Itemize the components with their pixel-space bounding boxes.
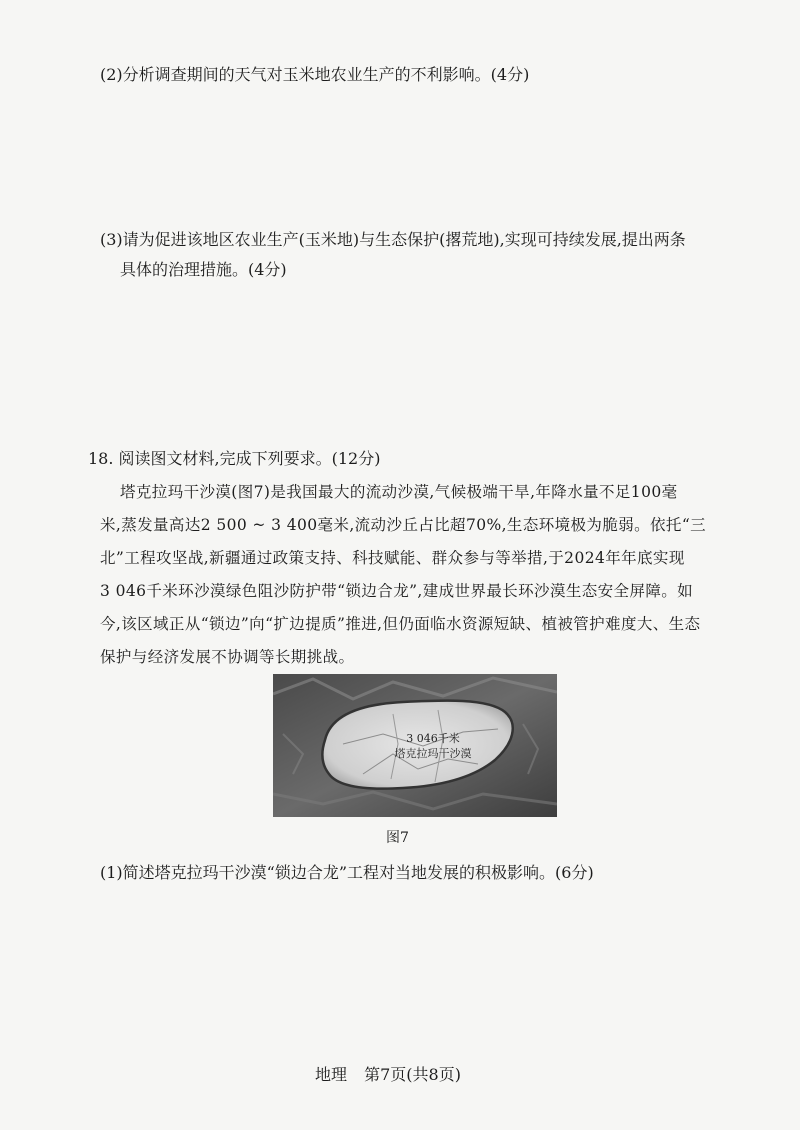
passage-line-6: 保护与经济发展不协调等长期挑战。 <box>100 648 355 666</box>
question-18-title: 18. 阅读图文材料,完成下列要求。(12分) <box>88 449 381 468</box>
figure-caption: 图7 <box>386 830 409 846</box>
page-footer <box>315 1064 461 1086</box>
passage-line-2: 米,蒸发量高达2 500 ~ 3 400毫米,流动沙丘占比超70%,生态环境极为脆弱。依托“三 <box>100 516 707 534</box>
desert-map-graphic <box>273 674 557 817</box>
footer-page-number: 第7页(共8页) <box>364 1065 461 1084</box>
desert-length-label: 3 046千米 <box>406 732 460 745</box>
question-17-2: (2)分析调查期间的天气对玉米地农业生产的不利影响。(4分) <box>100 65 530 84</box>
question-17-3-line-1: (3)请为促进该地区农业生产(玉米地)与生态保护(撂荒地),实现可持续发展,提出两条 <box>100 230 686 249</box>
passage-line-1: 塔克拉玛干沙漠(图7)是我国最大的流动沙漠,气候极端干旱,年降水量不足100毫 <box>120 483 678 501</box>
figure-7-satellite-image <box>273 674 557 817</box>
passage-line-3: 北”工程攻坚战,新疆通过政策支持、科技赋能、群众参与等举措,于2024年年底实现 <box>100 549 685 567</box>
question-17-3-line-2: 具体的治理措施。(4分) <box>120 260 287 279</box>
desert-name-label: 塔克拉玛干沙漠 <box>394 747 472 760</box>
passage-line-5: 今,该区域正从“锁边”向“扩边提质”推进,但仍面临水资源短缺、植被管护难度大、生态 <box>100 615 701 633</box>
footer-subject: 地理 <box>315 1065 348 1084</box>
passage-line-4: 3 046千米环沙漠绿色阻沙防护带“锁边合龙”,建成世界最长环沙漠生态安全屏障。如 <box>100 582 694 600</box>
question-18-1: (1)简述塔克拉玛干沙漠“锁边合龙”工程对当地发展的积极影响。(6分) <box>100 863 594 882</box>
